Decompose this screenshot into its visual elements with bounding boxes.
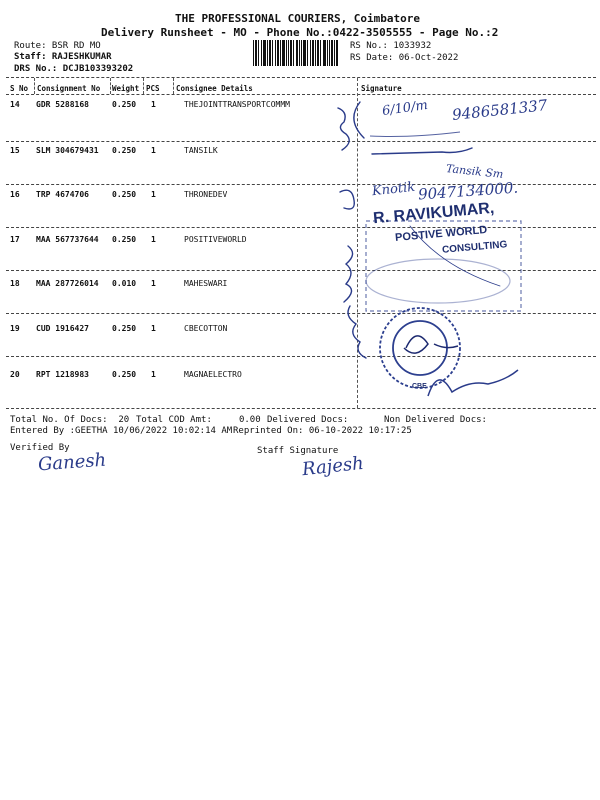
cell-weight: 0.250: [112, 324, 137, 333]
header-bottom-rule: [6, 94, 596, 95]
cell-consignee: MAGNAELECTRO: [184, 370, 242, 379]
cell-pcs: 1: [151, 279, 156, 288]
drs-number: DRS No.: DCJB103393202: [14, 64, 134, 74]
route: Route: BSR RD MO: [14, 41, 101, 51]
table-row: [10, 324, 350, 336]
cell-weight: 0.250: [112, 235, 137, 244]
cell-consignment: CUD 1916427: [36, 324, 89, 333]
stamp-round-text: CBE: [412, 383, 427, 390]
handwritten-name: Knotik: [371, 179, 416, 200]
column-divider: [143, 78, 144, 94]
table-row: [10, 190, 350, 202]
cell-consignment: MAA 567737644: [36, 235, 99, 244]
reprinted-on: Reprinted On: 06-10-2022 10:17:25: [233, 426, 412, 436]
table-top-rule: [6, 77, 596, 78]
cell-pcs: 1: [151, 235, 156, 244]
col-sno: S No: [10, 84, 29, 93]
company-title: THE PROFESSIONAL COURIERS, Coimbatore: [175, 12, 421, 25]
cell-consignment: SLM 304679431: [36, 146, 99, 155]
runsheet-subtitle: Delivery Runsheet - MO - Phone No.:0422-3505555 - Page No.:2: [101, 26, 499, 39]
table-row: [10, 235, 350, 247]
cell-sno: 20: [10, 370, 20, 379]
col-consignment: Consignment No: [37, 84, 101, 93]
handwritten-date: 6/10/m: [381, 97, 429, 120]
rs-number: RS No.: 1033932: [350, 41, 432, 51]
non-delivered-docs: Non Delivered Docs:: [384, 415, 487, 425]
cell-weight: 0.250: [112, 370, 137, 379]
cell-consignee: MAHESWARI: [184, 279, 228, 288]
col-signature: Signature: [361, 84, 402, 93]
cell-sno: 19: [10, 324, 20, 333]
cell-weight: 0.250: [112, 190, 137, 199]
cell-weight: 0.250: [112, 146, 137, 155]
cell-pcs: 1: [151, 146, 156, 155]
cell-consignee: CBECOTTON: [184, 324, 228, 333]
cell-sno: 17: [10, 235, 20, 244]
staff-signature: Rajesh: [301, 452, 365, 481]
col-weight: Weight: [112, 84, 140, 93]
column-divider: [34, 78, 35, 94]
stamp-name: R. RAVIKUMAR,: [372, 199, 495, 228]
cell-consignment: GDR 5288168: [36, 100, 89, 109]
total-cod: Total COD Amt: 0.00: [136, 415, 261, 425]
verified-by-label: Verified By: [10, 443, 70, 453]
cell-weight: 0.250: [112, 100, 137, 109]
table-row: [10, 100, 350, 112]
column-divider: [173, 78, 174, 94]
cell-sno: 14: [10, 100, 20, 109]
stamp-company: POSTIVE WORLD: [394, 224, 488, 244]
total-docs: Total No. Of Docs: 20: [10, 415, 130, 425]
entered-by: Entered By :GEETHA 10/06/2022 10:02:14 AM: [10, 426, 233, 436]
cell-sno: 18: [10, 279, 20, 288]
col-pcs: PCS: [146, 84, 160, 93]
table-row: [10, 279, 350, 291]
cell-consignee: POSITIVEWORLD: [184, 235, 247, 244]
handwritten-name: Tansik Sm: [445, 162, 504, 181]
cell-consignment: MAA 287726014: [36, 279, 99, 288]
verified-signature: Ganesh: [37, 449, 107, 476]
cell-consignee: THEJOINTTRANSPORTCOMMM: [184, 100, 290, 109]
cell-weight: 0.010: [112, 279, 137, 288]
table-row: [10, 146, 350, 158]
delivered-docs: Delivered Docs:: [267, 415, 349, 425]
stamp-consulting: CONSULTING: [441, 239, 508, 256]
cell-pcs: 1: [151, 100, 156, 109]
cell-consignee: TANSILK: [184, 146, 218, 155]
col-consignee: Consignee Details: [176, 84, 253, 93]
cell-consignment: RPT 1218983: [36, 370, 89, 379]
column-divider: [110, 78, 111, 94]
handwritten-phone: 9486581337: [451, 96, 549, 124]
signature-scribbles: [320, 96, 590, 416]
cell-sno: 15: [10, 146, 20, 155]
cell-consignment: TRP 4674706: [36, 190, 89, 199]
cell-pcs: 1: [151, 370, 156, 379]
staff-signature-label: Staff Signature: [257, 446, 339, 456]
rs-date: RS Date: 06-Oct-2022: [350, 53, 459, 63]
handwritten-phone: 9047134000.: [417, 178, 519, 204]
cell-consignee: THRONEDEV: [184, 190, 228, 199]
barcode: [253, 40, 338, 66]
table-row: [10, 370, 350, 382]
cell-sno: 16: [10, 190, 20, 199]
cell-pcs: 1: [151, 190, 156, 199]
cell-pcs: 1: [151, 324, 156, 333]
staff: Staff: RAJESHKUMAR: [14, 52, 112, 62]
